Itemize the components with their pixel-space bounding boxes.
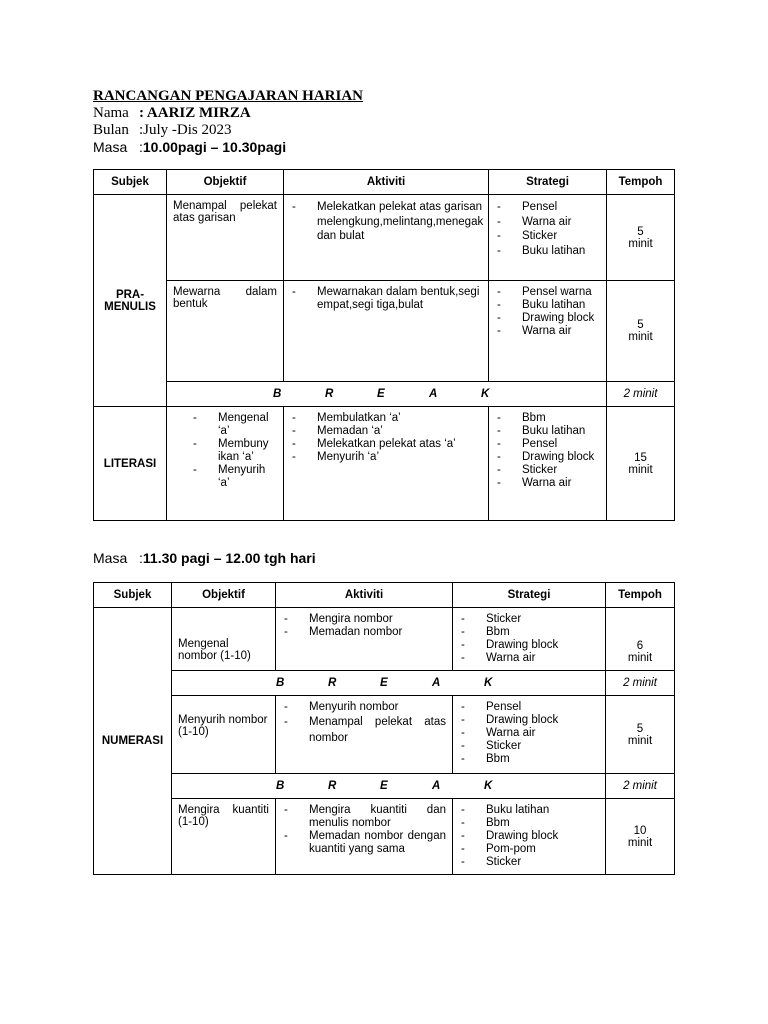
list-item: - Sticker: [459, 613, 599, 626]
col-subjek: Subjek: [94, 170, 167, 195]
nama-line: [93, 105, 251, 122]
list-item: - Melekatkan pelekat atas garisan melengkung,melintang,menegak dan bulat: [290, 200, 482, 244]
masa-value: 10.00pagi – 10.30pagi: [142, 139, 287, 155]
list-item: - Warna air: [495, 477, 600, 490]
table-row: [94, 281, 675, 382]
list-item: - Drawing block: [495, 451, 600, 464]
table-row: [94, 195, 675, 281]
col-strategi: Strategi: [489, 170, 607, 195]
break-time: 2 minit: [606, 774, 675, 799]
list-item: - Bbm: [495, 412, 600, 425]
break-row: [94, 774, 675, 799]
tempoh-cell: 5 minit: [607, 281, 675, 382]
list-item: - Warna air: [459, 727, 599, 740]
list-item: - Drawing block: [459, 830, 599, 843]
list-item: - Warna air: [495, 325, 600, 338]
list-item: - Buku latihan: [495, 299, 600, 312]
break-time: 2 minit: [606, 671, 675, 696]
list-item: - Drawing block: [459, 714, 599, 727]
masa2-label: Masa: [93, 550, 128, 566]
break-label: [167, 382, 607, 407]
tempoh-cell: 5 minit: [606, 696, 675, 774]
break-time: 2 minit: [607, 382, 675, 407]
objektif-cell: Menyurih nombor (1-10): [172, 696, 276, 774]
break-letter: B: [276, 780, 285, 792]
col-strategi: Strategi: [453, 583, 606, 608]
tempoh-cell: 5 minit: [607, 195, 675, 281]
break-letter: R: [328, 677, 337, 689]
tempoh-cell: 15 minit: [607, 407, 675, 521]
lesson-table-1: [93, 169, 675, 521]
page-title: RANCANGAN PENGAJARAN HARIAN: [93, 88, 363, 104]
list-item: - Melekatkan pelekat atas ‘a’: [290, 438, 482, 451]
masa-sep: :: [139, 139, 143, 155]
table-row: [94, 407, 675, 521]
objektif-cell: Menampal pelekat atas garisan: [167, 195, 284, 281]
col-tempoh: Tempoh: [606, 583, 675, 608]
list-item: - Bbm: [459, 626, 599, 639]
list-item: - Memadan nombor dengan kuantiti yang sama: [282, 830, 446, 856]
break-letter: B: [273, 388, 282, 400]
list-item: - Warna air: [495, 215, 600, 230]
break-letter: A: [432, 677, 441, 689]
col-objektif: Objektif: [167, 170, 284, 195]
bulan-line: [93, 122, 232, 139]
tempoh-cell: 6 minit: [606, 608, 675, 671]
aktiviti-cell: [284, 281, 489, 382]
strategi-cell: [453, 799, 606, 875]
list-item: - Mengenal ‘a’: [191, 412, 269, 438]
aktiviti-cell: [284, 195, 489, 281]
break-letter: E: [377, 388, 385, 400]
list-item: - Memadan nombor: [282, 626, 446, 639]
list-item: - Sticker: [495, 229, 600, 244]
table-row: [94, 799, 675, 875]
break-letter: A: [429, 388, 438, 400]
list-item: - Menyurih ‘a’: [191, 464, 269, 490]
col-aktiviti: Aktiviti: [276, 583, 453, 608]
lesson-table-2: [93, 582, 675, 875]
aktiviti-cell: [276, 696, 453, 774]
list-item: - Sticker: [459, 740, 599, 753]
break-letter: K: [484, 677, 493, 689]
break-letter: R: [328, 780, 337, 792]
list-item: - Mengira kuantiti dan menulis nombor: [282, 804, 446, 830]
subject-literasi: LITERASI: [94, 407, 167, 521]
col-subjek: Subjek: [94, 583, 172, 608]
objektif-cell: [167, 407, 284, 521]
break-letter: R: [325, 388, 334, 400]
masa2-value: 11.30 pagi – 12.00 tgh hari: [142, 550, 316, 566]
aktiviti-cell: [284, 407, 489, 521]
list-item: - Pom-pom: [459, 843, 599, 856]
list-item: - Bbm: [459, 753, 599, 766]
list-item: - Buku latihan: [495, 425, 600, 438]
list-item: - Pensel warna: [495, 286, 600, 299]
break-letter: E: [380, 780, 388, 792]
break-row: [94, 382, 675, 407]
table-row: [94, 696, 675, 774]
list-item: - Pensel: [459, 701, 599, 714]
col-aktiviti: Aktiviti: [284, 170, 489, 195]
table-header-row: [94, 170, 675, 195]
nama-value: : AARIZ MIRZA: [139, 105, 251, 121]
list-item: - Bbm: [459, 817, 599, 830]
table-row: [94, 608, 675, 671]
subject-numerasi: NUMERASI: [94, 608, 172, 875]
table-header-row: [94, 583, 675, 608]
list-item: - Memadan ‘a’: [290, 425, 482, 438]
strategi-cell: [453, 608, 606, 671]
list-item: - Membunyikan ‘a’: [191, 438, 269, 464]
list-item: - Pensel: [495, 438, 600, 451]
list-item: - Buku latihan: [495, 244, 600, 259]
list-item: - Mengira nombor: [282, 613, 446, 626]
strategi-cell: [453, 696, 606, 774]
bulan-label: Bulan: [93, 122, 129, 138]
subject-pra-menulis: PRA- MENULIS: [94, 195, 167, 407]
list-item: - Warna air: [459, 652, 599, 665]
objektif-cell: Mewarna dalam bentuk: [167, 281, 284, 382]
break-letter: A: [432, 780, 441, 792]
break-letter: B: [276, 677, 285, 689]
break-label: [172, 774, 606, 799]
break-label: [172, 671, 606, 696]
list-item: - Membulatkan ‘a’: [290, 412, 482, 425]
aktiviti-cell: [276, 608, 453, 671]
objektif-cell: Mengenal nombor (1-10): [172, 608, 276, 671]
masa-label: Masa: [93, 139, 128, 155]
tempoh-cell: 10 minit: [606, 799, 675, 875]
list-item: - Mewarnakan dalam bentuk,segi empat,segi tiga,bulat: [290, 286, 482, 312]
list-item: - Menyurih nombor: [282, 701, 446, 714]
strategi-cell: [489, 195, 607, 281]
list-item: - Buku latihan: [459, 804, 599, 817]
list-item: - Menampal pelekat atas nombor: [282, 714, 446, 746]
break-letter: E: [380, 677, 388, 689]
masa-line: [93, 139, 286, 156]
list-item: - Pensel: [495, 200, 600, 215]
masa-line-2: [93, 550, 316, 566]
list-item: - Drawing block: [459, 639, 599, 652]
break-row: [94, 671, 675, 696]
aktiviti-cell: [276, 799, 453, 875]
list-item: - Sticker: [495, 464, 600, 477]
bulan-value: :July -Dis 2023: [139, 122, 232, 138]
masa2-sep: :: [139, 550, 143, 566]
list-item: - Sticker: [459, 856, 599, 869]
break-letter: K: [481, 388, 490, 400]
list-item: - Drawing block: [495, 312, 600, 325]
list-item: - Menyurih ‘a’: [290, 451, 482, 464]
strategi-cell: [489, 407, 607, 521]
col-tempoh: Tempoh: [607, 170, 675, 195]
col-objektif: Objektif: [172, 583, 276, 608]
objektif-cell: Mengira kuantiti (1-10): [172, 799, 276, 875]
strategi-cell: [489, 281, 607, 382]
nama-label: Nama: [93, 105, 129, 121]
break-letter: K: [484, 780, 493, 792]
